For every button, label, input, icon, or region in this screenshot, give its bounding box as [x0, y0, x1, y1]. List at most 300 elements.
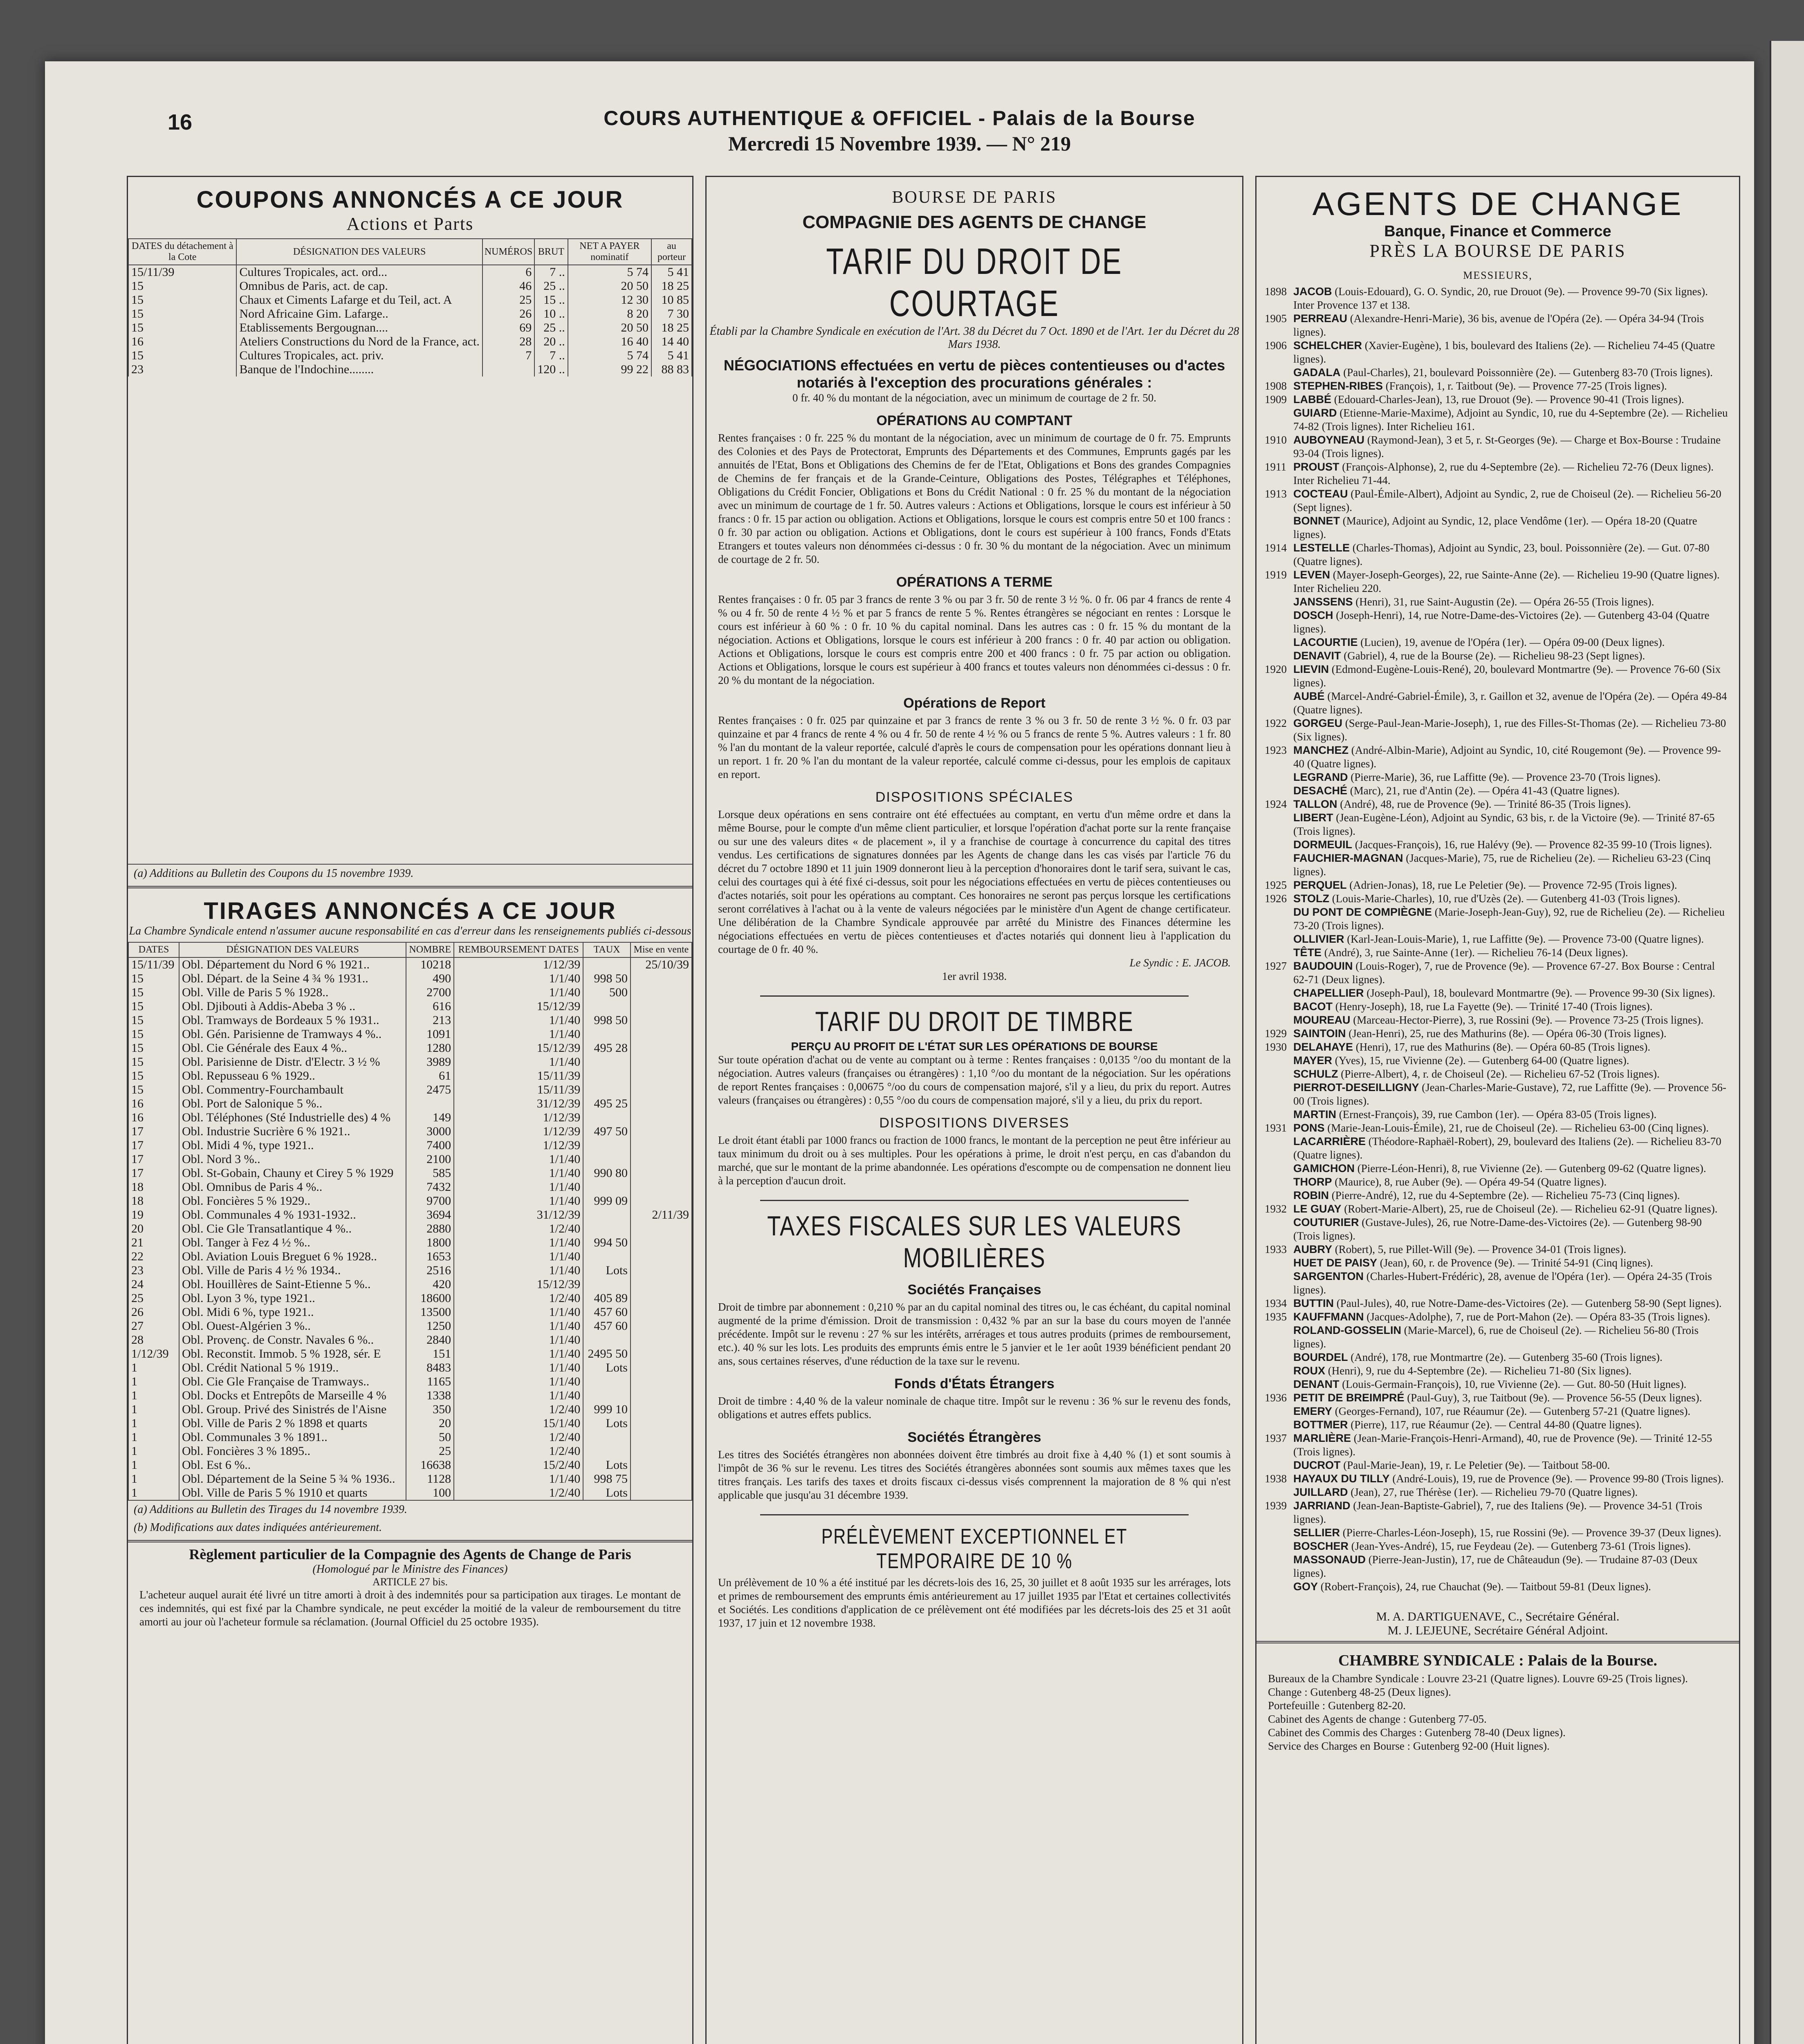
agent-year: 1935	[1265, 1311, 1287, 1323]
agent-details: (Adrien-Jonas), 18, rue Le Peletier (9e). — Provence 72-95 (Trois lignes).	[1346, 879, 1677, 891]
table-cell: Obl. Foncières 5 % 1929..	[179, 1194, 406, 1208]
table-cell	[631, 1111, 692, 1125]
table-cell	[631, 1319, 692, 1333]
table-cell: 2516	[406, 1264, 454, 1278]
agent-year: 1934	[1265, 1297, 1287, 1309]
table-cell: 149	[406, 1111, 454, 1125]
agent-entry	[1257, 1580, 1739, 1594]
agent-details: (Pierre-Charles-Léon-Joseph), 15, rue Rossini (9e). — Provence 39-37 (Deux lignes).	[1340, 1526, 1721, 1539]
messieurs-label: MESSIEURS,	[1463, 269, 1533, 281]
table-cell: 20	[406, 1416, 454, 1430]
table-cell	[631, 1458, 692, 1472]
negociations-title: NÉGOCIATIONS effectuées en vertu de pièces contentieuses ou d'actes notariés à l'exception des procurations générales :	[723, 357, 1225, 391]
agent-details: (François-Alphonse), 2, rue du 4-Septembre (2e). — Richelieu 72-76 (Deux lignes). Inter Richelieu 71-44.	[1293, 461, 1714, 486]
table-cell: 14 40	[651, 335, 692, 349]
table-cell: Obl. Docks et Entrepôts de Marseille 4 %	[179, 1389, 406, 1403]
agent-entry	[1257, 460, 1739, 487]
table-row	[128, 1097, 692, 1111]
publication-title: COURS AUTHENTIQUE & OFFICIEL - Palais de la Bourse	[604, 107, 1196, 130]
table-cell: 1250	[406, 1319, 454, 1333]
agent-details: (Mayer-Joseph-Georges), 22, rue Sainte-Anne (2e). — Richelieu 19-90 (Quatre lignes). Inter Richelieu 220.	[1293, 569, 1720, 594]
table-cell: 1/1/40	[454, 1152, 583, 1166]
agent-name: PROUST	[1293, 461, 1340, 473]
table-cell: 1/1/40	[454, 1027, 583, 1041]
table-cell: 616	[406, 1000, 454, 1013]
table-cell: 16	[128, 1111, 179, 1125]
table-cell: 19	[128, 1208, 179, 1222]
column-coupons-tirages	[127, 176, 693, 2044]
agent-name: SARGENTON	[1293, 1270, 1364, 1282]
agent-name: PERREAU	[1293, 312, 1348, 325]
table-cell	[583, 1069, 631, 1083]
table-cell: Obl. Commentry-Fourchambault	[179, 1083, 406, 1097]
agent-details: (Jacques-Marie), 75, rue de Richelieu (2e). — Richelieu 63-23 (Cinq lignes).	[1293, 852, 1711, 878]
agent-entry	[1257, 379, 1739, 393]
agent-entry	[1257, 1000, 1739, 1013]
table-cell: 15	[128, 1083, 179, 1097]
agents-list	[1257, 285, 1739, 1594]
agent-year: 1938	[1265, 1472, 1287, 1485]
table-cell: 17	[128, 1125, 179, 1139]
table-cell: 7	[482, 349, 534, 363]
table-cell	[583, 1000, 631, 1013]
agent-entry	[1257, 1162, 1739, 1175]
table-cell: 15	[128, 1055, 179, 1069]
table-cell	[631, 1125, 692, 1139]
agent-name: GOY	[1293, 1580, 1318, 1593]
agent-name: ROUX	[1293, 1365, 1326, 1377]
table-row	[128, 1250, 692, 1264]
table-cell: 3000	[406, 1125, 454, 1139]
table-cell: 27	[128, 1319, 179, 1333]
report-text: Rentes françaises : 0 fr. 025 par quinzaine et par 3 francs de rente 3 % ou 3 fr. 50 de rente 3 ½ %. 0 fr. 03 par quinzaine et par 4 francs de rente 4 % ou 4 fr. 50 de rente 4 ½ % ou 5 francs de rente 5 %. Autres valeurs : 1 fr. 80 % l'an du montant de la valeur reportée, calculé d'après le cours de compensation pour les opérations donnant lieu à un report. 1 fr. 20 % l'an du montant de la valeur reportée, calculé comme ci-dessus, pour les emplois de capitaux en report.	[718, 714, 1231, 780]
table-cell: 1338	[406, 1389, 454, 1403]
table-cell: 1280	[406, 1041, 454, 1055]
table-cell: 15/12/39	[454, 1000, 583, 1013]
table-row	[128, 1278, 692, 1291]
table-cell: 1/2/40	[454, 1444, 583, 1458]
table-cell: 25 ..	[534, 321, 568, 335]
table-cell: 20	[128, 1222, 179, 1236]
agent-details: (Paul-Charles), 21, boulevard Poissonnière (2e). — Gutenberg 83-70 (Trois lignes).	[1340, 366, 1713, 379]
agent-entry	[1257, 986, 1739, 1000]
table-cell: Obl. Communales 4 % 1931-1932..	[179, 1208, 406, 1222]
tirages-note-b: (b) Modifications aux dates indiquées antérieurement.	[134, 1521, 382, 1534]
table-cell: 1/1/40	[454, 1180, 583, 1194]
agent-name: DELAHAYE	[1293, 1041, 1353, 1053]
table-cell: 1/12/39	[454, 1125, 583, 1139]
agent-details: (Jean-Charles-Marie-Gustave), 72, rue Laffitte (9e). — Provence 56-00 (Trois lignes).	[1293, 1081, 1726, 1107]
agent-entry	[1257, 771, 1739, 784]
table-cell: Obl. Cie Gle Française de Tramways..	[179, 1375, 406, 1389]
agent-details: (André-Louis), 19, rue de Provence (9e). — Provence 99-80 (Trois lignes).	[1389, 1472, 1724, 1485]
table-cell: 25 ..	[534, 279, 568, 293]
table-cell: 7 ..	[534, 349, 568, 363]
agent-details: (Pierre), 117, rue Réaumur (2e). — Central 44-80 (Quatre lignes).	[1348, 1419, 1642, 1431]
table-cell	[631, 1152, 692, 1166]
agent-details: (Jean-Yves-André), 15, rue Feydeau (2e). — Gutenberg 73-61 (Trois lignes).	[1349, 1540, 1691, 1552]
agent-name: SELLIER	[1293, 1526, 1340, 1539]
table-cell	[583, 1375, 631, 1389]
table-cell	[482, 363, 534, 377]
agent-details: (Edouard-Charles-Jean), 13, rue Drouot (9e). — Provence 90-41 (Trois lignes).	[1331, 393, 1684, 406]
table-cell: 23	[128, 1264, 179, 1278]
agent-entry	[1257, 487, 1739, 514]
agent-name: CHAPELLIER	[1293, 987, 1364, 999]
reglement-title: Règlement particulier de la Compagnie des Agents de Change de Paris	[189, 1546, 631, 1562]
agent-name: SCHULZ	[1293, 1068, 1338, 1080]
tirages-header: TAUX	[583, 942, 631, 957]
tirages-subtitle: La Chambre Syndicale entend n'assumer aucune responsabilité en cas d'erreur dans les renseignements publiés ci-dessous	[129, 925, 691, 937]
taxes-etr-title: Sociétés Étrangères	[907, 1430, 1041, 1445]
agent-name: TALLON	[1293, 798, 1337, 810]
table-cell: 1	[128, 1375, 179, 1389]
secretaire-adjoint: M. J. LEJEUNE, Secrétaire Général Adjoint.	[1387, 1624, 1608, 1637]
table-cell	[631, 1180, 692, 1194]
agent-entry	[1257, 1486, 1739, 1499]
agent-entry	[1257, 1310, 1739, 1324]
agent-entry	[1257, 892, 1739, 905]
agent-name: MASSONAUD	[1293, 1553, 1366, 1566]
taxes-etr-text: Les titres des Sociétés étrangères non abonnées doivent être timbrés au droit fixe à 4,40 % (1) et sont soumis à l'impôt de 36 % sur le revenu. Les titres des Sociétés étrangères abonnées sont soumis aux mêmes taxes que les titres français. Les tarifs des taxes et droits fiscaux ci-dessus visés comprennent la majoration de 8 % qui n'est applicable que jusqu'au 31 décembre 1939.	[718, 1448, 1231, 1501]
agent-details: (Jean-Jean-Baptiste-Gabriel), 7, rue des Italiens (9e). — Provence 34-51 (Trois lignes).	[1293, 1499, 1703, 1525]
agent-details: (Louis-Germain-François), 10, rue Vivienne (2e). — Gut. 80-50 (Huit lignes).	[1339, 1378, 1687, 1390]
table-cell: 61	[406, 1069, 454, 1083]
table-cell: 88 83	[651, 363, 692, 377]
timbre-title: TARIF DU DROIT DE TIMBRE	[760, 995, 1189, 1038]
agent-details: (Lucien), 19, avenue de l'Opéra (1er). — Opéra 09-00 (Deux lignes).	[1357, 636, 1665, 648]
agent-details: (Robert-François), 24, rue Chauchat (9e). — Taitbout 59-81 (Deux lignes).	[1318, 1580, 1651, 1593]
table-cell: Obl. Midi 6 %, type 1921..	[179, 1305, 406, 1319]
table-cell: Obl. Communales 3 % 1891..	[179, 1430, 406, 1444]
agent-name: GORGEU	[1293, 717, 1343, 729]
timbre-subtitle: PERÇU AU PROFIT DE L'ÉTAT SUR LES OPÉRATIONS DE BOURSE	[791, 1040, 1158, 1053]
agent-name: LE GUAY	[1293, 1203, 1342, 1215]
table-cell	[631, 1472, 692, 1486]
agent-details: (Paul-Marie-Jean), 19, r. Le Peletier (9e). — Taitbout 58-00.	[1340, 1459, 1610, 1471]
agent-entry	[1257, 1324, 1739, 1351]
agent-name: DESACHÉ	[1293, 784, 1348, 797]
terme-text: Rentes françaises : 0 fr. 05 par 3 francs de rente 3 % ou par 3 fr. 50 de rente 3 ½ %. 0 fr. 06 par 4 francs de rente 4 % ou 4 fr. 50 de rente 4 ½ % et par 5 francs de rente 5 %. Rentes étrangères se négociant en rentes : Lorsque le cours est inférieur à 60 % : 0 fr. 10 % du capital nominal. Dans les autres cas : 0 fr. 15 % du montant de la négociation. Actions et Obligations, lorsque le cours est inférieur à 200 francs : 0 fr. 40 par action ou obligation. Actions et Obligations, lorsque le cours est compris entre 200 et 400 francs : 0 fr. 75 par action ou obligation. Actions et Obligations, lorsque le cours est supérieur à 400 francs et toutes valeurs non dénommées ci-dessus : 0 fr. 20 % du montant de la négociation.	[718, 593, 1231, 686]
agent-name: HUET DE PAISY	[1293, 1257, 1378, 1269]
agent-name: LIEVIN	[1293, 663, 1329, 675]
agent-entry	[1257, 784, 1739, 798]
reglement-article: ARTICLE 27 bis.	[372, 1576, 448, 1588]
agent-details: (Serge-Paul-Jean-Marie-Joseph), 1, rue des Filles-St-Thomas (2e). — Richelieu 73-80 (Six lignes).	[1293, 717, 1726, 743]
table-cell: Obl. Foncières 3 % 1895..	[179, 1444, 406, 1458]
agent-entry	[1257, 285, 1739, 312]
agent-name: GAMICHON	[1293, 1162, 1355, 1174]
agent-entry	[1257, 1418, 1739, 1432]
agent-name: AUBÉ	[1293, 690, 1325, 702]
table-row	[128, 986, 692, 1000]
agent-year: 1933	[1265, 1243, 1287, 1255]
agent-name: LEGRAND	[1293, 771, 1348, 783]
table-cell: 15/11/39	[128, 265, 236, 279]
table-cell: 25/10/39	[631, 957, 692, 972]
coupons-header: DÉSIGNATION DES VALEURS	[236, 239, 482, 265]
agent-entry	[1257, 1270, 1739, 1297]
table-cell: Obl. Crédit National 5 % 1919..	[179, 1361, 406, 1375]
agent-name: STEPHEN-RIBES	[1293, 380, 1383, 392]
agent-name: OLLIVIER	[1293, 933, 1344, 945]
table-row	[128, 1305, 692, 1319]
table-cell	[631, 972, 692, 986]
table-cell: 18	[128, 1194, 179, 1208]
table-cell: 2840	[406, 1333, 454, 1347]
table-cell: 1/1/40	[454, 1389, 583, 1403]
table-cell: 994 50	[583, 1236, 631, 1250]
agent-details: (Robert), 5, rue Pillet-Will (9e). — Provence 34-01 (Trois lignes).	[1332, 1243, 1627, 1255]
table-cell: Lots	[583, 1264, 631, 1278]
agent-name: BUTTIN	[1293, 1297, 1334, 1309]
agent-details: (Etienne-Marie-Maxime), Adjoint au Syndic, 10, rue du 4-Septembre (2e). — Richelieu 74-82 (Trois lignes). Inter Richelieu 161.	[1293, 407, 1728, 433]
table-cell: 1653	[406, 1250, 454, 1264]
table-cell: 1	[128, 1389, 179, 1403]
table-cell: 46	[482, 279, 534, 293]
table-cell: 1	[128, 1430, 179, 1444]
agent-name: AUBRY	[1293, 1243, 1333, 1255]
table-cell: 10 ..	[534, 307, 568, 321]
table-cell: 12 30	[568, 293, 651, 307]
agent-entry	[1257, 1243, 1739, 1256]
agent-entry	[1257, 636, 1739, 649]
table-cell: 1/2/40	[454, 1222, 583, 1236]
agent-name: PIERROT-DESEILLIGNY	[1293, 1081, 1419, 1094]
agent-entry	[1257, 1189, 1739, 1202]
agent-name: LEVEN	[1293, 569, 1331, 581]
coupons-header: DATES du détachement à la Cote	[128, 239, 236, 265]
column-tarifs	[705, 176, 1243, 2044]
agent-entry	[1257, 717, 1739, 744]
table-cell	[631, 1361, 692, 1375]
agent-name: AUBOYNEAU	[1293, 434, 1365, 446]
table-cell: 1	[128, 1486, 179, 1500]
chambre-line: Bureaux de la Chambre Syndicale : Louvre 23-21 (Quatre lignes). Louvre 69-25 (Trois lignes).	[1268, 1672, 1688, 1685]
agent-name: DORMEUIL	[1293, 838, 1352, 851]
table-cell	[631, 1139, 692, 1152]
table-row	[128, 1389, 692, 1403]
table-row	[128, 1180, 692, 1194]
table-cell: 350	[406, 1403, 454, 1416]
table-cell: 1/12/39	[454, 1111, 583, 1125]
agent-entry	[1257, 663, 1739, 690]
agents-title: AGENTS DE CHANGE	[1312, 186, 1683, 222]
agent-details: (Maurice), Adjoint au Syndic, 12, place Vendôme (1er). — Opéra 18-20 (Quatre lignes).	[1293, 515, 1697, 540]
agent-year: 1927	[1265, 960, 1287, 972]
bourse-title: BOURSE DE PARIS	[892, 188, 1057, 207]
table-row	[128, 1041, 692, 1055]
table-cell	[583, 1027, 631, 1041]
coupons-header: NUMÉROS	[482, 239, 534, 265]
table-cell	[631, 1486, 692, 1500]
table-cell	[583, 1111, 631, 1125]
table-cell: 15	[128, 1027, 179, 1041]
timbre-text: Sur toute opération d'achat ou de vente au comptant ou à terme : Rentes françaises : 0,0135 °/oo du montant de la négociation. Autres valeurs (françaises ou étrangères) : 1,10 °/oo du montant de la négociation. Sur les opérations de report Rentes françaises : 0,00675 °/oo du cours de compensation majoré, s'il y a lieu, du prix du report. Autres valeurs (françaises ou étrangères) : 0,55 °/oo du cours de compensation majoré, s'il y a lieu, du prix du report.	[718, 1053, 1231, 1106]
agent-details: (Charles-Thomas), Adjoint au Syndic, 23, boul. Poissonnière (2e). — Gut. 07-80 (Quatre lignes).	[1293, 542, 1710, 567]
table-cell: 20 50	[568, 321, 651, 335]
table-cell	[631, 1055, 692, 1069]
agent-year: 1922	[1265, 717, 1287, 729]
tirages-title: TIRAGES ANNONCÉS A CE JOUR	[204, 898, 617, 924]
table-cell: 15/2/40	[454, 1458, 583, 1472]
table-row	[128, 279, 692, 293]
table-cell: 1	[128, 1444, 179, 1458]
agent-name: BAUDOUIN	[1293, 960, 1353, 972]
agent-entry	[1257, 852, 1739, 879]
agent-year: 1924	[1265, 798, 1287, 810]
tirages-header: NOMBRE	[406, 942, 454, 957]
table-cell: 1165	[406, 1375, 454, 1389]
table-cell: 22	[128, 1250, 179, 1264]
agent-details: (Jacques-François), 16, rue Halévy (9e). — Provence 82-35 99-10 (Trois lignes).	[1352, 838, 1712, 851]
table-cell	[631, 1041, 692, 1055]
table-cell: 8 20	[568, 307, 651, 321]
agent-name: MANCHEZ	[1293, 744, 1349, 756]
agent-name: MAYER	[1293, 1054, 1333, 1067]
table-cell: 21	[128, 1236, 179, 1250]
agent-name: PETIT DE BREIMPRÉ	[1293, 1392, 1405, 1404]
table-cell: 16	[128, 1097, 179, 1111]
table-cell: 120 ..	[534, 363, 568, 377]
table-cell: 405 89	[583, 1291, 631, 1305]
agent-name: LACARRIÈRE	[1293, 1135, 1366, 1148]
secretariat	[1257, 1610, 1739, 1638]
agent-entry	[1257, 1405, 1739, 1418]
table-cell: 20 50	[568, 279, 651, 293]
comptant-text: Rentes françaises : 0 fr. 225 % du montant de la négociation, avec un minimum de courtage de 0 fr. 75. Emprunts des Colonies et des Pays de Protectorat, Emprunts des Départements et des Communes, Emprunts gagés par les annuités de l'Etat, Bons et Obligations des Chemins de fer de l'Etat, Obligations et Bons des grandes Compagnies de Chemins de fer français et de la Grande-Ceinture, Obligations des Postes, Télégraphes et Téléphones, Obligations du Crédit Foncier, Obligations et Bons du Crédit National : 0 fr. 25 % du montant de la négociation avec un minimum de courtage de 1 fr. 50. Autres valeurs : Actions et Obligations, lorsque le cours est inférieur à 50 francs : 0 fr. 15 par action ou obligation. Actions et Obligations, lorsque le cours est compris entre 50 et 100 francs : 0 fr. 30 par action ou obligation. Actions et Obligations, dont le cours est supérieur à 100 francs, Fonds d'Etats Etrangers et toutes valeurs non dénommées ci-dessus : 0 fr. 30 % du montant de la négociation. Avec un minimum de courtage de 2 fr. 50.	[718, 432, 1231, 565]
table-cell: 420	[406, 1278, 454, 1291]
agent-name: DOSCH	[1293, 609, 1333, 621]
table-cell: 1/12/39	[454, 1139, 583, 1152]
table-cell	[631, 1291, 692, 1305]
table-cell: Obl. Ville de Paris 2 % 1898 et quarts	[179, 1416, 406, 1430]
table-cell: 16 40	[568, 335, 651, 349]
table-row	[128, 1152, 692, 1166]
table-cell	[631, 1375, 692, 1389]
agent-year: 1923	[1265, 744, 1287, 756]
agent-year: 1914	[1265, 542, 1287, 554]
agent-details: (Raymond-Jean), 3 et 5, r. St-Georges (9e). — Charge et Box-Bourse : Trudaine 93-04 (Trois lignes).	[1293, 434, 1721, 459]
table-cell: Cultures Tropicales, act. priv.	[236, 349, 482, 363]
chambre-lines	[1257, 1672, 1739, 1753]
agent-name: BACOT	[1293, 1000, 1333, 1013]
table-cell	[583, 1083, 631, 1097]
agent-details: (André), 3, rue Sainte-Anne (1er). — Richelieu 76-14 (Deux lignes).	[1322, 946, 1628, 959]
table-row	[128, 1013, 692, 1027]
table-cell: 1/1/40	[454, 1264, 583, 1278]
comptant-title: OPÉRATIONS AU COMPTANT	[876, 413, 1073, 428]
syndic-signature: Le Syndic : E. JACOB.	[1129, 957, 1231, 969]
table-cell: 500	[583, 986, 631, 1000]
table-cell: Lots	[583, 1416, 631, 1430]
agent-entry	[1257, 690, 1739, 717]
table-cell	[583, 1139, 631, 1152]
table-cell: Obl. Port de Salonique 5 %..	[179, 1097, 406, 1111]
table-cell: 1/2/40	[454, 1486, 583, 1500]
agent-details: (Marie-Marcel), 6, rue de Choiseul (2e). — Richelieu 56-80 (Trois lignes).	[1293, 1324, 1699, 1350]
table-cell: 1/1/40	[454, 1013, 583, 1027]
table-cell: Obl. St-Gobain, Chauny et Cirey 5 % 1929	[179, 1166, 406, 1180]
table-cell: 15/1/40	[454, 1416, 583, 1430]
agent-entry	[1257, 1202, 1739, 1216]
table-cell: Obl. Djibouti à Addis-Abeba 3 % ..	[179, 1000, 406, 1013]
table-cell: 1/2/40	[454, 1403, 583, 1416]
table-cell: Obl. Midi 4 %, type 1921..	[179, 1139, 406, 1152]
table-cell: 15/11/39	[454, 1083, 583, 1097]
agent-details: (Henri), 31, rue Saint-Augustin (2e). — Opéra 26-55 (Trois lignes).	[1353, 596, 1654, 608]
terme-title: OPÉRATIONS A TERME	[896, 574, 1053, 590]
agent-year: 1908	[1265, 380, 1287, 392]
agent-year: 1932	[1265, 1203, 1287, 1215]
table-row	[128, 1111, 692, 1125]
chambre-line: Service des Charges en Bourse : Gutenberg 92-00 (Huit lignes).	[1268, 1740, 1550, 1752]
table-cell: Obl. Gén. Parisienne de Tramways 4 %..	[179, 1027, 406, 1041]
table-cell: Obl. Cie Gle Transatlantique 4 %..	[179, 1222, 406, 1236]
agent-entry	[1257, 1121, 1739, 1135]
agent-details: (Marc), 21, rue d'Antin (2e). — Opéra 41-43 (Quatre lignes).	[1347, 784, 1620, 797]
table-cell: 1/1/40	[454, 1166, 583, 1180]
agent-name: JARRIAND	[1293, 1499, 1351, 1512]
agent-details: (Henry-Joseph), 18, rue La Fayette (9e). — Trinité 17-40 (Trois lignes).	[1333, 1000, 1653, 1013]
agent-details: (Marie-Jean-Louis-Émile), 21, rue de Choiseul (2e). — Richelieu 63-00 (Cinq lignes).	[1324, 1122, 1709, 1134]
coupons-title: COUPONS ANNONCÉS A CE JOUR	[196, 186, 624, 213]
table-cell: 1/1/40	[454, 1305, 583, 1319]
table-cell	[631, 1333, 692, 1347]
table-cell: 490	[406, 972, 454, 986]
table-cell: Lots	[583, 1361, 631, 1375]
taxes-title: TAXES FISCALES SUR LES VALEURS MOBILIÈRES	[760, 1200, 1189, 1274]
agent-year: 1926	[1265, 892, 1287, 905]
table-cell: 2495 50	[583, 1347, 631, 1361]
table-cell: Ateliers Constructions du Nord de la France, act.	[236, 335, 482, 349]
table-cell: 17	[128, 1166, 179, 1180]
agent-entry	[1257, 959, 1739, 986]
table-cell: Obl. Group. Privé des Sinistrés de l'Aisne	[179, 1403, 406, 1416]
table-cell: 2880	[406, 1222, 454, 1236]
agent-details: (Jean), 27, rue Thérèse (1er). — Richelieu 79-70 (Quatre lignes).	[1348, 1486, 1638, 1498]
compagnie-title: COMPAGNIE DES AGENTS DE CHANGE	[802, 212, 1147, 232]
courtage-date: 1er avril 1938.	[942, 970, 1007, 982]
coupons-header: au porteur	[651, 239, 692, 265]
table-row	[128, 1333, 692, 1347]
table-cell	[631, 1027, 692, 1041]
newspaper-page	[45, 61, 1754, 2044]
agent-details: (Pierre-Léon-Henri), 8, rue Vivienne (2e). — Gutenberg 09-62 (Quatre lignes).	[1355, 1162, 1706, 1174]
table-cell: 2100	[406, 1152, 454, 1166]
table-cell	[631, 1416, 692, 1430]
agent-name: LESTELLE	[1293, 542, 1350, 554]
agent-entry	[1257, 1108, 1739, 1121]
table-cell: 1/1/40	[454, 972, 583, 986]
table-cell: 7432	[406, 1180, 454, 1194]
table-cell	[583, 1389, 631, 1403]
agent-entry	[1257, 406, 1739, 433]
table-cell: Nord Africaine Gim. Lafarge..	[236, 307, 482, 321]
table-cell: 31/12/39	[454, 1097, 583, 1111]
table-cell: 8483	[406, 1361, 454, 1375]
agent-name: GUIARD	[1293, 407, 1337, 419]
table-cell: 1/1/40	[454, 1319, 583, 1333]
table-cell: 7 ..	[534, 265, 568, 279]
agent-entry	[1257, 1175, 1739, 1189]
table-cell: Obl. Reconstit. Immob. 5 % 1928, sér. E	[179, 1347, 406, 1361]
table-cell: Lots	[583, 1458, 631, 1472]
agent-details: (Ernest-François), 39, rue Cambon (1er). — Opéra 83-05 (Trois lignes).	[1336, 1108, 1657, 1121]
coupons-table	[128, 238, 692, 377]
agent-entry	[1257, 541, 1739, 568]
chambre-line: Portefeuille : Gutenberg 82-20.	[1268, 1699, 1406, 1712]
